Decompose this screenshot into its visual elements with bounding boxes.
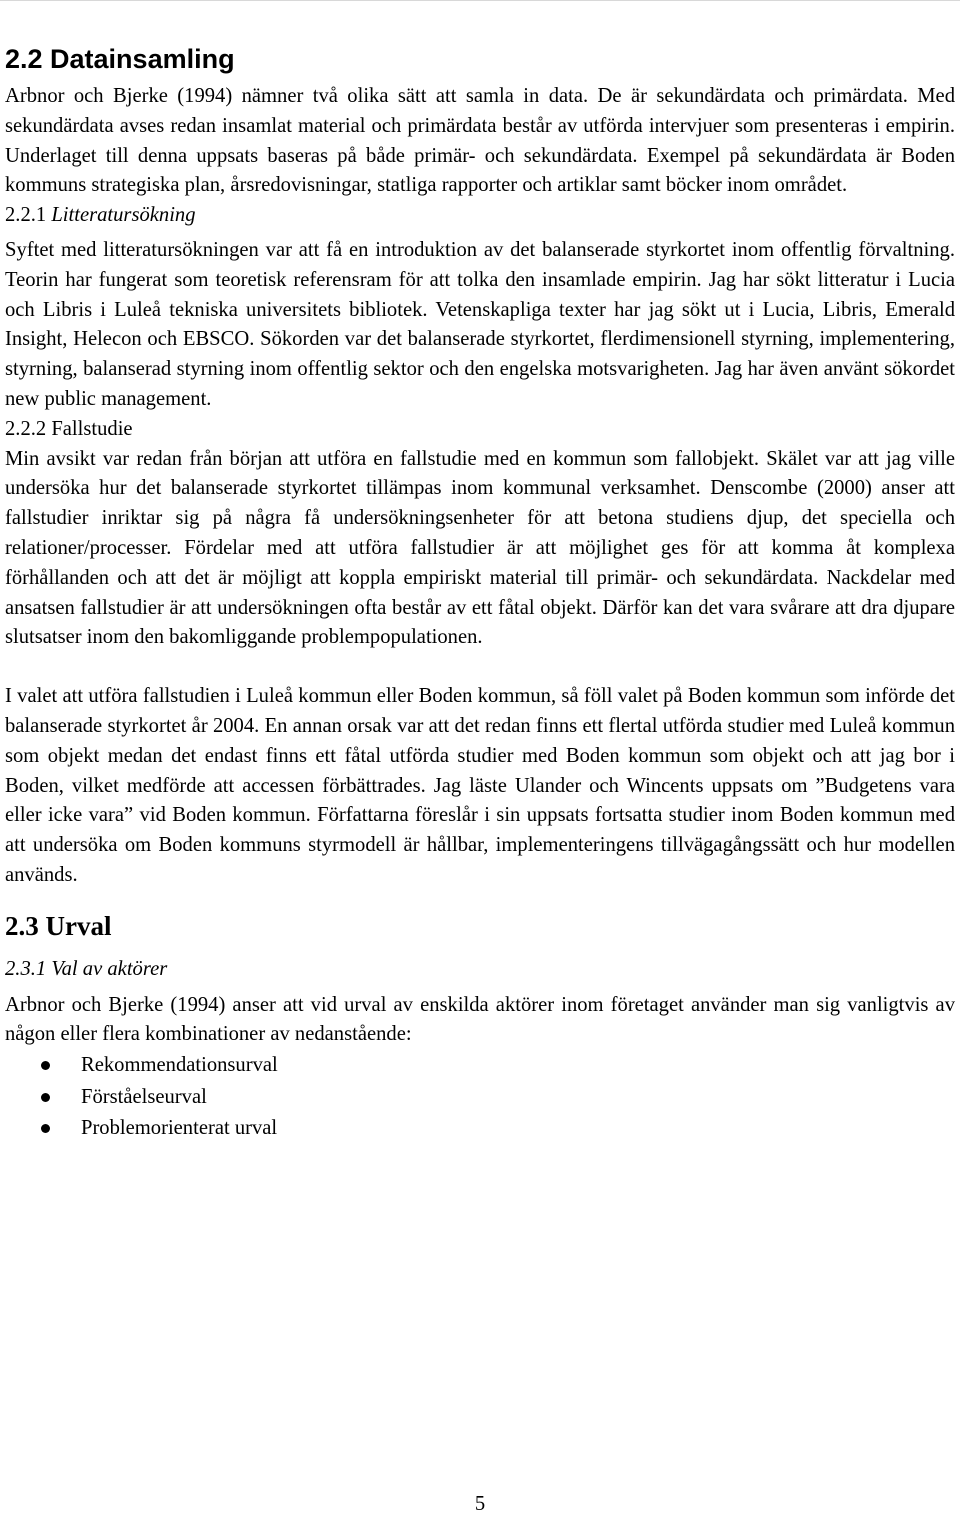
- bullet-icon: [41, 1061, 50, 1070]
- section-heading-2-2: 2.2 Datainsamling: [5, 44, 235, 74]
- list-item: Förståelseurval: [5, 1082, 955, 1114]
- section-2-2-paragraph: Arbnor och Bjerke (1994) nämner två olika sätt att samla in data. De är sekundärdata och primärdata. Med sekundärdata avses redan insamlat material och primärdata består av utförda intervjuer som presenteras i empirin. Underlaget till denna uppsats baseras på både primär- och sekundärdata. Exempel på sekundärdata är Boden kommuns strategiska plan, årsredovisningar, statliga rapporter och artiklar samt böcker inom området.: [5, 85, 955, 197]
- section-2-2-2-paragraph-2: I valet att utföra fallstudien i Luleå kommun eller Boden kommun, så föll valet på Boden kommun som införde det balanserade styrkortet år 2004. En annan orsak var att det redan finns ett flertal utförda studier med Luleå kommun som objekt medan det endast finns ett fåtal utförda studier med Boden kommun som objekt och att jag bor i Boden, vilket medförde att accessen förbättrades. Jag läste Ulander och Wincents uppsats om ”Budgetens vara eller icke vara” vid Boden kommun. Författarna föreslår i sin uppsats fortsatta studier inom Boden kommun med att undersöka om Boden kommuns styrmodell är hållbar, implementeringens tillvägagångssätt och hur modellen används.: [5, 685, 955, 886]
- page-top-border: [0, 0, 960, 1]
- subsection-heading-2-3-1: 2.3.1 Val av aktörer: [5, 957, 168, 980]
- page-number: 5: [474, 1493, 486, 1515]
- section-2-2-1-paragraph: Syftet med litteratursökningen var att få en introduktion av det balanserade styrkortet inom offentlig förvaltning. Teorin har fungerat som teoretisk referensram för att tolka den insamlade empirin. Jag har sökt litteratur i Lucia och Libris i Luleå tekniska universitets bibliotek. Vetenskapliga texter har jag sökt ut i Lucia, Libris, Emerald Insight, Helecon och EBSCO. Sökorden var det balanserade styrkortet, flerdimensionell styrning, implementering, styrning, balanserad styrning inom offentlig sektor och den engelska motsvarigheten. Jag har även använt sökordet new public management.: [5, 238, 955, 410]
- section-2-2-2-paragraph-1: Min avsikt var redan från början att utföra en fallstudie med en kommun som fallobjekt. Skälet var att jag ville undersöka hur det balanserade styrkortet tillämpas inom kommunal verksamhet. Denscombe (2000) anser att fallstudier inriktar sig på några få undersökningsenheter för att betona studiens djup, det speciella och relationer/processer. Fördelar med att utföra fallstudier är att möjlighet ges för att komma åt komplexa förhållanden och att det är möjligt att koppla empiriskt material till primär- och sekundärdata. Nackdelar med ansatsen fallstudier är att undersökningen ofta består av ett fåtal objekt. Därför kan det vara svårare att dra djupare slutsatser inom den bakomliggande problempopulationen.: [5, 447, 955, 649]
- subsection-heading-2-2-2: 2.2.2 Fallstudie: [5, 417, 133, 440]
- bullet-icon: [41, 1093, 50, 1102]
- bullet-icon: [41, 1124, 50, 1133]
- subsection-number: 2.2.1: [5, 204, 47, 227]
- subsection-title: Litteratursökning: [51, 204, 196, 227]
- section-heading-2-3: 2.3 Urval: [5, 910, 112, 941]
- subsection-heading-2-2-1: [5, 201, 955, 231]
- list-item: Problemorienterat urval: [5, 1113, 955, 1145]
- section-2-3-1-paragraph: Arbnor och Bjerke (1994) anser att vid urval av enskilda aktörer inom företaget använder man sig vanligtvis av någon eller flera kombinationer av nedanstående:: [5, 993, 955, 1046]
- bullet-list: [5, 1050, 955, 1145]
- document-page: [5, 42, 955, 1145]
- list-item: Rekommendationsurval: [5, 1050, 955, 1082]
